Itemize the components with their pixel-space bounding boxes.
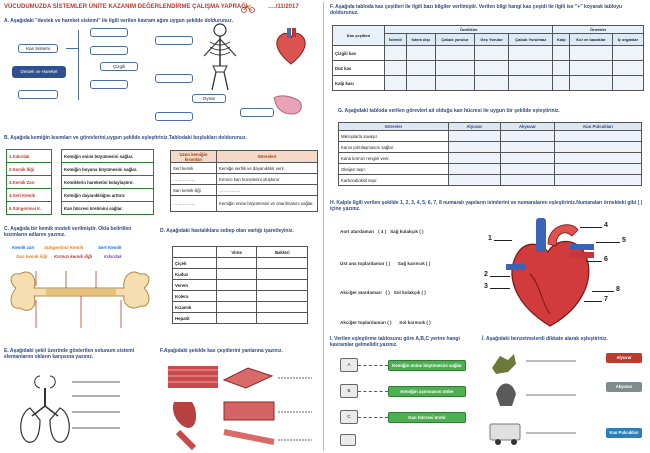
table-row [7,189,154,202]
column-subheader: Geç Yorulur [475,34,509,46]
arrow-line [490,276,510,277]
bone-label-chip: Kırmızı kemik iliği [54,254,93,259]
heart-number-label: 3 [484,283,488,290]
concept-box-destek-hareket: Destek ve Hareket Sistemi [12,66,66,78]
disease-name: Hepatit [173,313,217,324]
answer-cell[interactable] [406,76,435,91]
answer-cell[interactable] [406,46,435,61]
bacteria-check-cell[interactable] [257,302,308,313]
muscle-type-name: Çizgili kas [333,46,385,61]
bone-parts-match-table [6,149,154,215]
blood-duty-text: Karbondioksit taşır. [339,175,449,186]
heart-number-label: 4 [604,222,608,229]
table-row [339,164,642,175]
answer-cell[interactable] [385,46,407,61]
answer-cell[interactable] [500,153,555,164]
column-subheader: Kalp [553,34,570,46]
arrow-line [596,242,620,243]
blood-duty-text: Kana kırmızı rengini verir. [339,153,449,164]
column-header: Görevleri [217,151,318,163]
heart-number-label: 1 [488,235,492,242]
dashed-link [358,417,388,418]
connector-line [66,48,78,49]
answer-cell[interactable] [500,131,555,142]
worksheet-date: …./11/2017 [268,4,299,10]
virus-check-cell[interactable] [217,313,257,324]
virus-check-cell[interactable] [217,291,257,302]
bone-part-cell[interactable]: Sarı kemik iliği [171,185,217,196]
section-d-question: D. Aşağıdaki hastalıklara sebep olan varlığı işaretleyiniz. [160,228,294,234]
heart-diagram-icon [500,214,600,332]
column-header: Virüs [217,247,257,258]
bone-duty-text: Kan hücresi üretimini sağlar. [62,202,154,215]
arrow-line [494,240,512,241]
answer-cell[interactable] [570,61,612,76]
concept-box-empty-1[interactable] [18,90,58,99]
answer-cell[interactable] [475,61,509,76]
answer-cell[interactable] [449,142,501,153]
answer-box-a: A [340,358,358,372]
answer-cell[interactable] [449,175,501,186]
answer-cell[interactable] [555,175,642,186]
section-g-question: G. Aşağıdaki tabloda verilen görevleri ait olduğu kan hücresi ile uygun bir şekilde eşleştiriniz. [338,108,560,114]
concept-box-empty-8[interactable] [155,112,193,121]
virus-check-cell[interactable] [217,302,257,313]
table-row [7,202,154,215]
heart-part-pair: Akciğer atardamarı ( ) Sol kulakçık ( ) [340,290,426,295]
bone-part-cell[interactable]: …………… [171,174,217,185]
answer-cell[interactable] [553,61,570,76]
worksheet-title: VÜCUDUMUZDA SİSTEMLER ÜNİTE KAZANIM DEĞERLENDİRME ÇALIŞMA YAPRAĞI [4,4,248,10]
answer-input-box[interactable] [340,434,356,446]
table-row [171,174,318,185]
answer-cell[interactable] [555,153,642,164]
concept-box-oynar: Oynar [192,94,226,103]
disease-name: Kuduz [173,269,217,280]
table-row [173,258,308,269]
arrow-line [592,291,614,292]
heart-part-pair: Aort atardamarı ( 4 ) Sağ kulakçık ( ) [340,229,424,234]
column-header: Görevler [339,123,449,131]
bone-label-chip: Kemik zarı [12,245,35,250]
bone-part-label: 1.Kıkırdak [7,150,52,163]
concept-button: Kemiğin enine büyümesini sağlar [388,360,466,371]
arrow-line [490,288,510,289]
table-row [173,269,308,280]
section-c-question: C. Aşağıda bir kemik modeli verilmiştir. Okla belirtilen kısımların adlarını yazınız. [4,226,132,238]
heart-illustration-icon [270,26,312,68]
answer-cell[interactable] [612,61,643,76]
answer-cell[interactable] [570,76,612,91]
answer-cell[interactable] [385,76,407,91]
answer-cell[interactable] [500,142,555,153]
column-subheader: Çabuk Yorulmaz [509,34,553,46]
heart-number-label: 2 [484,271,488,278]
concept-button: Kemiğin aşınmasını önler [388,386,466,397]
virus-check-cell[interactable] [217,269,257,280]
section-b-question: B. Aşağıda kemiğin kısımları ve görevlerini,uygun şekilde eşleştiriniz.Tablodaki boşlukları doldurunuz. [4,135,247,141]
column-header: Uzun kemiğin kısımları [171,151,217,163]
answer-cell[interactable] [435,76,475,91]
bone-part-label: 3.Kemik Zarı [7,176,52,189]
stomach-illustration-icon [270,92,306,118]
skeleton-icon [196,22,244,92]
answer-cell[interactable] [612,76,643,91]
bacteria-check-cell[interactable] [257,291,308,302]
concept-box-empty-6[interactable] [155,74,193,83]
answer-cell[interactable] [509,76,553,91]
section-a-question: A. Aşağıdaki "destek ve hareket sistemi" ile ilgili verilen kavram ağını uygun şekilde doldurunuz. [4,18,234,24]
table-row [339,153,642,164]
muscle-types-table [332,25,644,91]
answer-cell[interactable] [570,46,612,61]
bone-model-illustration-icon [6,266,156,336]
column-subheader: İç organlar [612,34,643,46]
bone-part-cell[interactable]: Sert kemik [171,163,217,174]
section-h-question: H. Kalple ilgili verilen şekilde 1, 2, 3, 4, 5, 6, 7, 8 numaralı yapıların isimlerini ve numaralarını eşleştiriniz.Numaraları örnekteki gibi ( ) içine yazınız. [330,200,643,212]
bone-duty-text: Kemiğin enine büyümesini sağlar. [62,150,154,163]
bone-label-chip: Süngerimsi Kemik [44,245,84,250]
column-header: Kas çeşitleri [333,26,385,46]
bone-part-label: 4.Sert Kemik [7,189,52,202]
column-header: Alyuvar [449,123,501,131]
muscle-type-name: Düz kas [333,61,385,76]
answer-cell[interactable] [500,175,555,186]
answer-cell[interactable] [612,46,643,61]
disease-name: Çiçek [173,258,217,269]
concept-box-empty-5[interactable] [155,36,193,45]
blood-cell-badge-akyuvar: Akyuvar [606,382,642,392]
answer-cell[interactable] [475,46,509,61]
arrow-line [586,261,602,262]
answer-cell[interactable] [555,131,642,142]
answer-cell[interactable] [475,76,509,91]
column-subheader: İstem dışı [406,34,435,46]
table-row [173,291,308,302]
bone-duty-text: Kemiğin dayanıklılığını arttırır. [62,189,154,202]
answer-cell[interactable] [555,164,642,175]
bone-duty-cell[interactable]: Kemiğin enine büyümesini ve onarılmasını sağlar. [217,196,318,212]
blood-cells-table [338,122,642,186]
section-i-question: I. Verilen eşleştirme tablosunu göre A,B,C yerine hangi kavramlar gelmelidir,yazınız. [330,336,460,348]
column-header: Örnekler [553,26,644,34]
bone-duty-cell[interactable]: …………… [217,185,318,196]
answer-cell[interactable] [435,61,475,76]
dashed-link [358,365,388,366]
arrow-line [580,227,602,228]
disease-name: Kızamık [173,302,217,313]
answer-cell[interactable] [385,61,407,76]
table-row [333,76,644,91]
answer-cell[interactable] [509,46,553,61]
section-j-question: İ. Aşağıdaki benzetmelerdi dikkate alarak eşleştiriniz. [482,336,608,342]
table-row [7,150,154,163]
bone-duty-cell[interactable]: Kırmızı kan hücrelerini oluşturur. [217,174,318,185]
column-subheader: Kol ve bacaklar [570,34,612,46]
muscle-type-name: Kalp kası [333,76,385,91]
table-row [333,46,644,61]
column-header: Bakteri [257,247,308,258]
bone-label-chip: Kıkırdak [104,254,122,259]
answer-cell[interactable] [553,76,570,91]
blood-duty-text: Kanın pıhtılaşmasını sağlar. [339,142,449,153]
table-row [7,176,154,189]
answer-cell[interactable] [553,46,570,61]
blood-cell-badge-alyuvar: Alyuvar [606,353,642,363]
heart-number-label: 6 [604,256,608,263]
bone-part-label: 5.Süngerimsi K. [7,202,52,215]
column-header: Akyuvar [500,123,555,131]
table-row [173,313,308,324]
bacteria-check-cell[interactable] [257,313,308,324]
heart-number-label: 5 [622,237,626,244]
table-row [171,163,318,174]
bone-duties-table [170,150,318,212]
virus-check-cell[interactable] [217,280,257,291]
concept-button: Kan hücresi üretir [388,412,466,423]
heart-number-label: 8 [616,286,620,293]
column-divider [323,2,324,451]
blood-duty-text: Oksijen taşır. [339,164,449,175]
section-e-question: E. Aşağıdaki şekil üzerinde gösterilen solunum sistemi elemanlarını okların karşısına yazınız. [4,348,135,360]
concept-box-empty-4[interactable] [90,80,128,89]
column-header: Kan Pulcukları [555,123,642,131]
column-subheader: İstemli [385,34,407,46]
section-f-question: F. Aşağıda tabloda kas çeşitleri ile ilgili bazı bilgiler verilmiştir. Verilen bilgi hangi kas çeşidi ile ilgili ise "+" koyarak tabloyu doldurunuz. [330,4,623,16]
bone-duty-text: Kemiklerin hareketini kolaylaştırır. [62,176,154,189]
section-f-left-question: F.Aşağıdaki şekilde kas çeşitlerini yanlarına yazınız. [160,348,283,354]
answer-cell[interactable] [449,153,501,164]
column-subheader: Çabuk yorulur [435,34,475,46]
bacteria-check-cell[interactable] [257,280,308,291]
concept-box-empty-2[interactable] [90,28,128,37]
blood-cell-badge-pulcuk: Kan Pulcukları [606,428,642,438]
column-header: Özellikler [385,26,553,34]
bone-label-chip: Sert Kemik [98,245,122,250]
answer-cell[interactable] [449,131,501,142]
muscle-types-illustration-icon [164,362,314,450]
heart-part-pair: Akciğer toplardamarı ( ) Sol karıncık ( ) [340,320,431,325]
table-row [7,163,154,176]
table-row [173,280,308,291]
virus-check-cell[interactable] [217,258,257,269]
column-header [173,247,217,258]
bone-part-cell[interactable]: …………… [171,196,217,212]
concept-box-kas-sistemi: Kas Sistemi [18,44,58,53]
answer-box-c: C [340,410,358,424]
table-row [171,185,318,196]
table-row [339,142,642,153]
heart-part-pair: Üst ana toplardamar ( ) Sağ karıncık ( ) [340,261,431,266]
connector-line [78,30,79,100]
blood-duty-text: Mikroplarla savaşır. [339,131,449,142]
concept-box-empty-3[interactable] [90,46,128,55]
table-row [173,302,308,313]
bacteria-check-cell[interactable] [257,258,308,269]
table-row [171,196,318,212]
answer-cell[interactable] [500,164,555,175]
heart-number-label: 7 [604,296,608,303]
answer-cell[interactable] [555,142,642,153]
bone-part-label: 2.Kemik İliği [7,163,52,176]
concept-box-empty-7[interactable] [240,108,274,117]
bone-duty-cell[interactable]: Kemiğe sertlik ve dayanıklılık verir. [217,163,318,174]
table-row [339,175,642,186]
disease-name: Verem [173,280,217,291]
answer-cell[interactable] [406,61,435,76]
disease-cause-table [172,246,308,324]
arrow-line [584,301,602,302]
answer-cell[interactable] [509,61,553,76]
table-row [333,61,644,76]
disease-name: Kolera [173,291,217,302]
bone-label-chip: Sarı kemik iliği [16,254,48,259]
bone-duty-text: Kemiğin boyuna büyümesini sağlar. [62,163,154,176]
analogy-illustrations-icon [486,350,586,448]
answer-box-b: B [340,384,358,398]
concept-box-cizgili: Çizgili [100,62,138,71]
table-row [339,131,642,142]
answer-cell[interactable] [449,164,501,175]
bicycle-icon [240,3,256,13]
answer-cell[interactable] [435,46,475,61]
bacteria-check-cell[interactable] [257,269,308,280]
respiratory-system-illustration-icon [10,372,150,450]
dashed-link [358,391,388,392]
